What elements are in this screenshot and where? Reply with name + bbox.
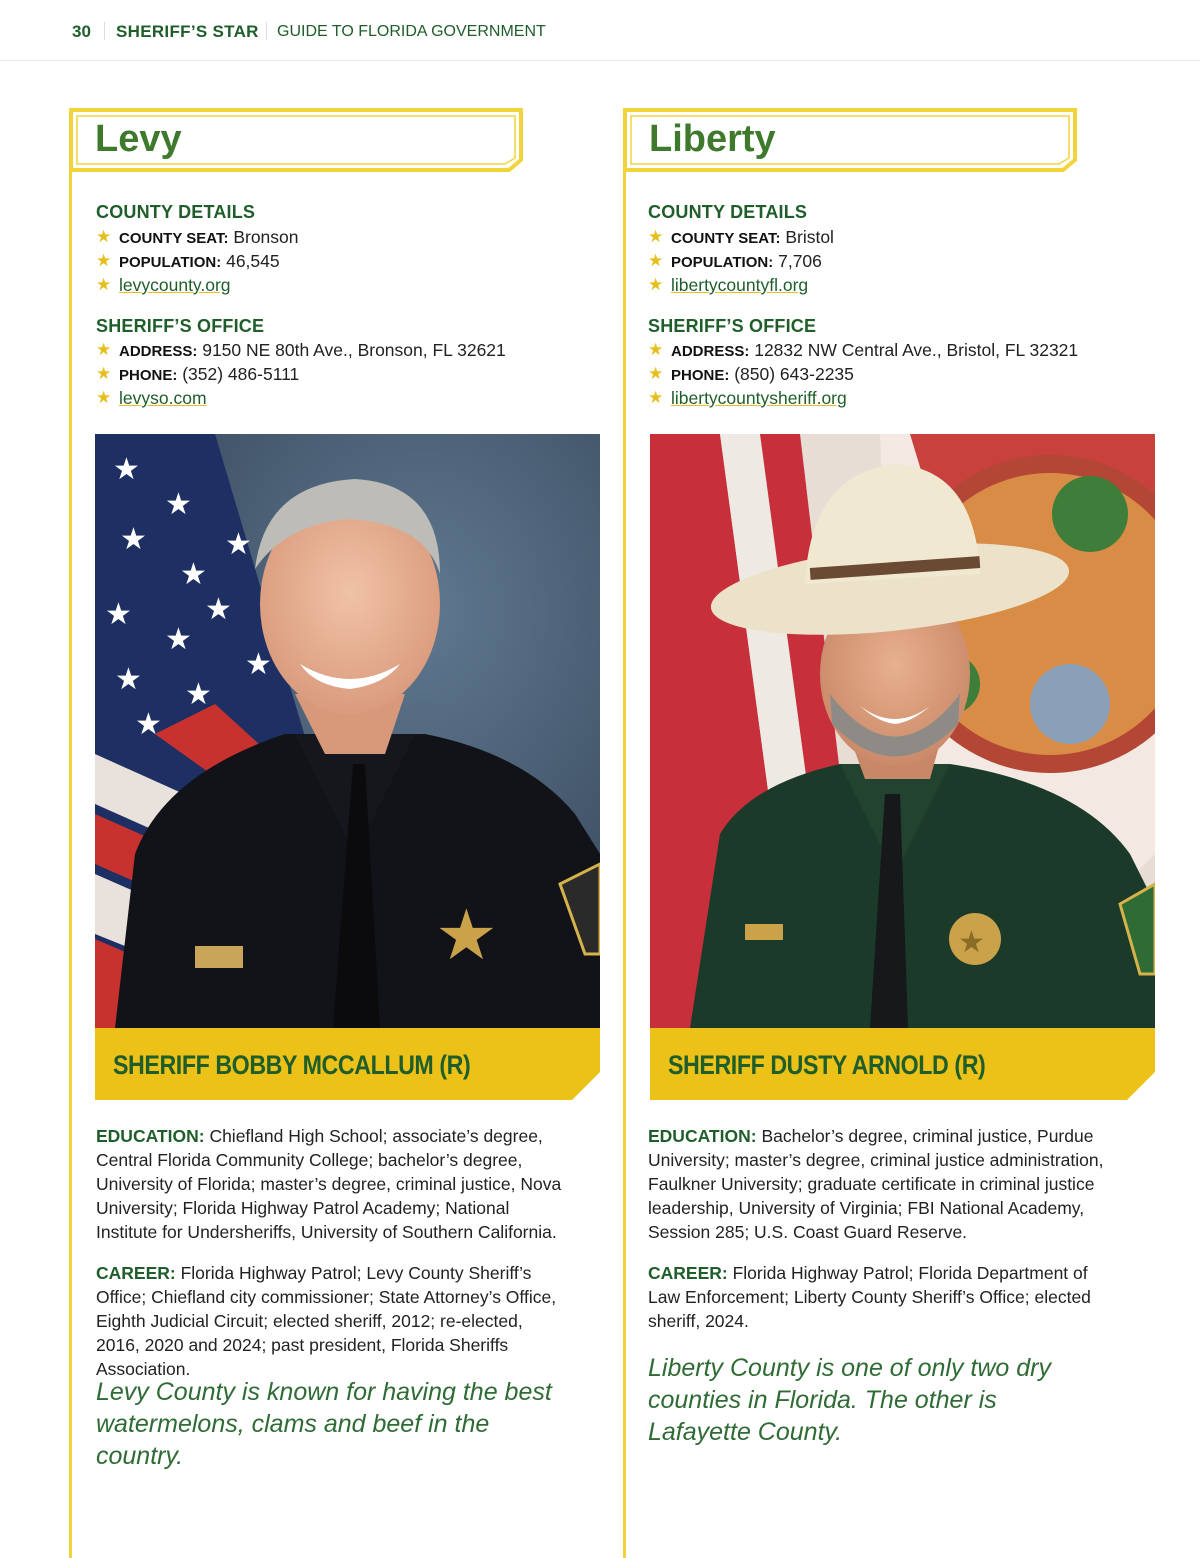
county-name: Levy xyxy=(95,118,182,160)
star-icon: ★ xyxy=(96,275,112,294)
county-fact: Levy County is known for having the best watermelons, clams and beef in the country. xyxy=(96,1378,552,1470)
page-number: 30 xyxy=(72,22,91,41)
address-value: 9150 NE 80th Ave., Bronson, FL 32621 xyxy=(202,340,506,360)
population-label: POPULATION: xyxy=(119,254,222,271)
column-rule xyxy=(623,168,626,1558)
county-name-box xyxy=(623,108,1077,170)
county-details-heading: COUNTY DETAILS xyxy=(648,202,808,222)
section-title: GUIDE TO FLORIDA GOVERNMENT xyxy=(277,23,546,40)
star-icon: ★ xyxy=(96,227,112,246)
education-text: Chiefland High School; associate’s degree, Central Florida Community College; bachelor’s degree, University of Florida; master’s degree, criminal justice, Nova University; Florida Highway Patrol Academy; National Institute for Undersheriffs, University of Southern California. xyxy=(96,1126,562,1242)
sheriff-office-heading: SHERIFF’S OFFICE xyxy=(648,316,817,336)
svg-text:★: ★ xyxy=(120,523,147,556)
svg-text:★: ★ xyxy=(165,623,192,656)
star-icon: ★ xyxy=(96,388,112,407)
phone-label: PHONE: xyxy=(671,367,730,384)
svg-text:★: ★ xyxy=(115,663,142,696)
star-icon: ★ xyxy=(648,388,664,407)
county-website-link[interactable]: levycounty.org xyxy=(119,275,231,295)
career-label: CAREER: xyxy=(96,1263,176,1283)
county-details-heading: COUNTY DETAILS xyxy=(96,202,256,222)
county-seat-value: Bristol xyxy=(785,227,834,247)
star-icon: ★ xyxy=(648,340,664,359)
sheriff-portrait-photo xyxy=(95,434,600,1028)
education-label: EDUCATION: xyxy=(96,1126,205,1146)
career-paragraph xyxy=(96,1261,566,1381)
county-seat-label: COUNTY SEAT: xyxy=(671,230,781,247)
svg-text:★: ★ xyxy=(113,453,140,486)
phone-value: (850) 643-2235 xyxy=(734,364,854,384)
address-value: 12832 NW Central Ave., Bristol, FL 32321 xyxy=(754,340,1079,360)
svg-text:★: ★ xyxy=(105,598,132,631)
svg-text:★: ★ xyxy=(225,528,252,561)
county-column-liberty xyxy=(600,0,1200,1558)
phone-label: PHONE: xyxy=(119,367,178,384)
sheriff-website-link[interactable]: levyso.com xyxy=(119,388,207,408)
star-icon: ★ xyxy=(648,364,664,383)
svg-text:★: ★ xyxy=(958,926,985,959)
svg-text:★: ★ xyxy=(135,708,162,741)
svg-text:★: ★ xyxy=(245,648,272,681)
sheriff-office-heading: SHERIFF’S OFFICE xyxy=(96,316,265,336)
address-label: ADDRESS: xyxy=(119,343,198,360)
county-name-box xyxy=(69,108,523,170)
education-paragraph xyxy=(96,1124,566,1244)
star-icon: ★ xyxy=(96,340,112,359)
phone-value: (352) 486-5111 xyxy=(182,364,300,384)
county-name: Liberty xyxy=(649,118,776,160)
svg-text:★: ★ xyxy=(165,488,192,521)
sheriff-name-banner xyxy=(650,1028,1155,1100)
svg-text:★: ★ xyxy=(435,896,498,974)
county-website-link[interactable]: libertycountyfl.org xyxy=(671,275,809,295)
star-icon: ★ xyxy=(648,275,664,294)
county-seat-value: Bronson xyxy=(233,227,299,247)
county-seat-label: COUNTY SEAT: xyxy=(119,230,229,247)
population-label: POPULATION: xyxy=(671,254,774,271)
magazine-title: SHERIFF’S STAR xyxy=(116,22,259,41)
sheriff-portrait-photo xyxy=(650,434,1155,1028)
career-text: Florida Highway Patrol; Levy County Sheriff’s Office; Chiefland city commissioner; State Attorney’s Office, Eighth Judicial Circuit; elected sheriff, 2012; re-elected, 2016, 2020 and 2024; past president, Florida Sheriffs Association. xyxy=(96,1263,557,1379)
star-icon: ★ xyxy=(96,364,112,383)
column-rule xyxy=(69,168,72,1558)
county-fact: Liberty County is one of only two dry counties in Florida. The other is Lafayette County. xyxy=(648,1354,1051,1446)
education-label: EDUCATION: xyxy=(648,1126,757,1146)
star-icon: ★ xyxy=(96,251,112,270)
education-paragraph xyxy=(648,1124,1118,1244)
star-icon: ★ xyxy=(648,251,664,270)
population-value: 7,706 xyxy=(778,251,822,271)
career-paragraph xyxy=(648,1261,1118,1333)
career-text: Florida Highway Patrol; Florida Department of Law Enforcement; Liberty County Sheriff’s Office; elected sheriff, 2024. xyxy=(648,1263,1091,1331)
svg-text:★: ★ xyxy=(205,593,232,626)
population-value: 46,545 xyxy=(226,251,280,271)
education-text: Bachelor’s degree, criminal justice, Purdue University; master’s degree, criminal justice administration, Faulkner University; graduate certificate in criminal justice leadership, University of Virginia; FBI National Academy, Session 285; U.S. Coast Guard Reserve. xyxy=(648,1126,1104,1242)
sheriff-name: SHERIFF BOBBY MCCALLUM (R) xyxy=(113,1050,471,1080)
svg-text:★: ★ xyxy=(185,678,212,711)
svg-text:★: ★ xyxy=(180,558,207,591)
sheriff-name-banner xyxy=(95,1028,600,1100)
career-label: CAREER: xyxy=(648,1263,728,1283)
address-label: ADDRESS: xyxy=(671,343,750,360)
star-icon: ★ xyxy=(648,227,664,246)
sheriff-name: SHERIFF DUSTY ARNOLD (R) xyxy=(668,1050,986,1080)
sheriff-website-link[interactable]: libertycountysheriff.org xyxy=(671,388,847,408)
